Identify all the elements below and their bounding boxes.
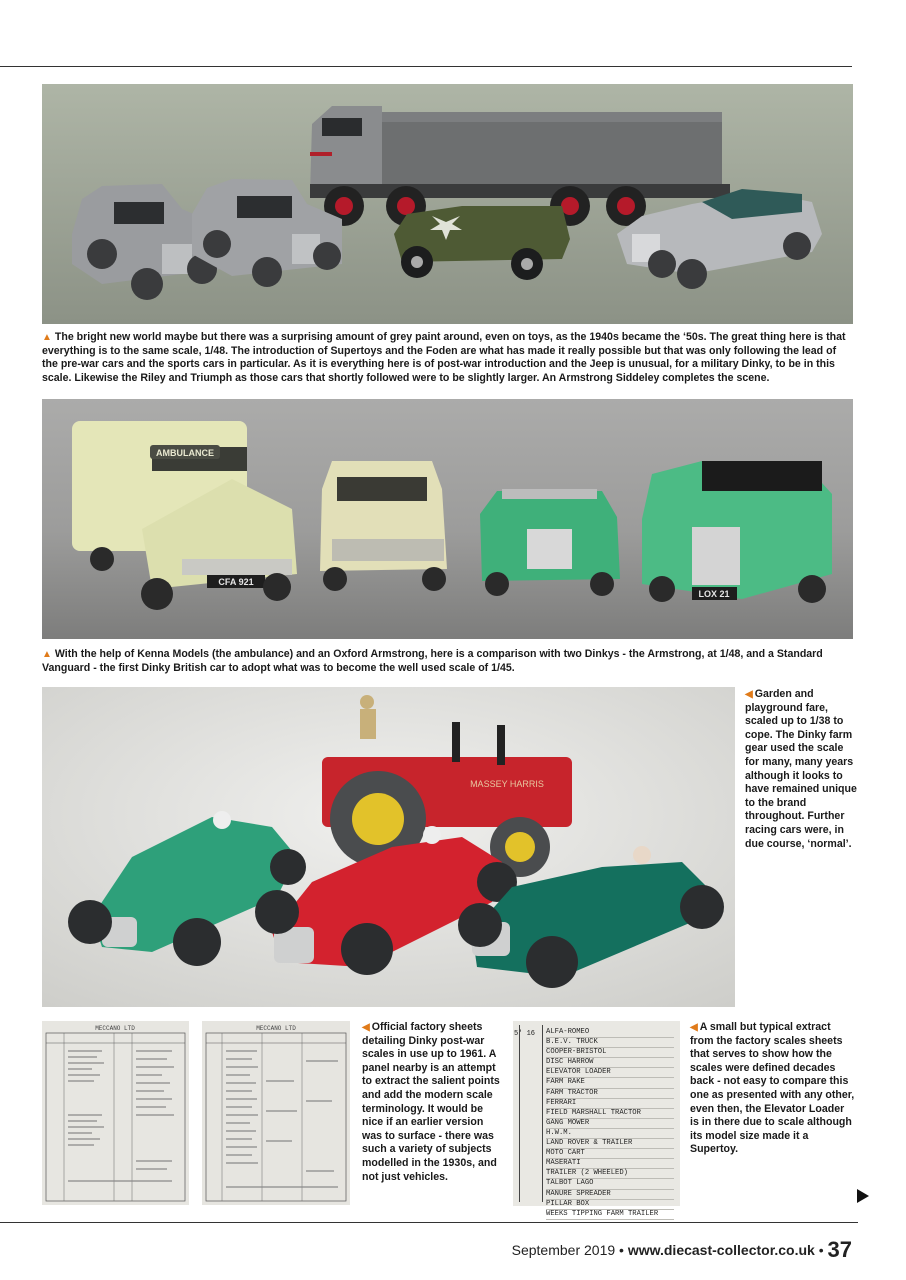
scale-list-item: FARM TRACTOR bbox=[546, 1089, 674, 1099]
next-page-arrow-icon bbox=[857, 1189, 869, 1203]
footer-bullet: • bbox=[619, 1242, 624, 1258]
green-cars-illustration bbox=[42, 399, 853, 639]
photo-factory-sheet-mid bbox=[202, 1021, 350, 1205]
scale-list-item: PILLAR BOX bbox=[546, 1200, 674, 1210]
scale-list-item: MOTO CART bbox=[546, 1149, 674, 1159]
caption-triangle-icon: ◀ bbox=[690, 1022, 698, 1033]
caption-scale-extract bbox=[690, 1021, 855, 1157]
scale-list-item: FIELD MARSHALL TRACTOR bbox=[546, 1109, 674, 1119]
scale-list-item: TALBOT LAGO bbox=[546, 1179, 674, 1189]
scale-list-item: LAND ROVER & TRAILER bbox=[546, 1139, 674, 1149]
ambulance-sign: AMBULANCE bbox=[156, 448, 214, 458]
caption-factory-sheets bbox=[362, 1021, 504, 1184]
caption-triangle-icon: ▲ bbox=[42, 332, 52, 343]
factory-sheet-left-illustration bbox=[42, 1021, 189, 1205]
footer-website: www.diecast-collector.co.uk bbox=[627, 1242, 815, 1258]
scale-list-item: ALFA-ROMEO bbox=[546, 1028, 674, 1038]
scale-list-item: COOPER-BRISTOL bbox=[546, 1048, 674, 1058]
scale-list-item: TRAILER (2 WHEELED) bbox=[546, 1169, 674, 1179]
footer-bullet: • bbox=[818, 1242, 824, 1258]
scale-list-item: B.E.V. TRUCK bbox=[546, 1038, 674, 1048]
scale-list-item: H.W.M. bbox=[546, 1129, 674, 1139]
caption-triangle-icon: ◀ bbox=[362, 1022, 370, 1033]
caption-green-cars bbox=[42, 648, 854, 675]
sheet-left-header: MECCANO LTD bbox=[95, 1025, 135, 1032]
scale-list-item: WEEKS TIPPING FARM TRAILER bbox=[546, 1210, 674, 1220]
factory-sheet-mid-illustration bbox=[202, 1021, 350, 1205]
scale-list-item: MASERATI bbox=[546, 1159, 674, 1169]
caption-triangle-icon: ▲ bbox=[42, 649, 52, 660]
caption-farm-racing-text: Garden and playground fare, scaled up to 1/38 to cope. The Dinky farm gear used the scale for many, many years although it looks to have remained unique to the brand throughout. Further racing cars were, in due course, ‘normal’. bbox=[745, 688, 857, 850]
scale-list-item: DISC HARROW bbox=[546, 1058, 674, 1068]
top-rule bbox=[0, 66, 852, 67]
caption-scale-extract-text: A small but typical extract from the factory scales sheets that serves to show how the scales were defined decades back - not easy to compare this one as presented with any other, even then, the Elevator Loader is in there due to scale although its model size made it a Supertoy. bbox=[690, 1021, 855, 1156]
armstrong-plate: LOX 21 bbox=[698, 589, 730, 599]
grey-toys-illustration bbox=[42, 84, 853, 324]
photo-scale-list bbox=[513, 1021, 680, 1218]
photo-factory-sheet-left bbox=[42, 1021, 189, 1205]
green-armstrong-dinky bbox=[480, 489, 620, 596]
photo-green-cars bbox=[42, 399, 853, 639]
farm-racing-illustration bbox=[42, 687, 735, 1007]
scale-divider bbox=[542, 1025, 543, 1202]
photo-grey-toys bbox=[42, 84, 853, 324]
page-footer bbox=[512, 1237, 852, 1263]
footer-month: September 2019 bbox=[511, 1242, 616, 1258]
scale-list-item: FARM RAKE bbox=[546, 1078, 674, 1088]
caption-grey-toys bbox=[42, 331, 854, 385]
scale-items bbox=[546, 1028, 674, 1220]
scale-list-item: FERRARI bbox=[546, 1099, 674, 1109]
caption-farm-racing bbox=[745, 688, 857, 851]
sheet-mid-header: MECCANO LTD bbox=[256, 1025, 296, 1032]
caption-triangle-icon: ◀ bbox=[745, 689, 753, 700]
scale-value: 5' 16 bbox=[514, 1030, 536, 1038]
ambulance-plate: CFA 921 bbox=[218, 577, 254, 587]
scale-list-item: MANURE SPREADER bbox=[546, 1190, 674, 1200]
caption-factory-sheets-text: Official factory sheets detailing Dinky post-war scales in use up to 1961. A panel nearby is an attempt to extract the salient points and add the modern scale terminology. It would be nice if an earlier version was to surface - there was such a variety of subjects modelled in the 1930s, and not just vehicles. bbox=[362, 1021, 500, 1183]
scale-list-sheet bbox=[514, 1025, 674, 1218]
scale-list-item: GANG MOWER bbox=[546, 1119, 674, 1129]
green-armstrong-oxford bbox=[642, 461, 832, 603]
bottom-rule bbox=[0, 1222, 858, 1223]
caption-green-cars-text: With the help of Kenna Models (the ambulance) and an Oxford Armstrong, here is a comparison with two Dinkys - the Armstrong, at 1/48, and a Standard Vanguard - the first Dinky British car to adopt what was to become the well used scale of 1/45. bbox=[42, 648, 823, 674]
photo-farm-racing bbox=[42, 687, 735, 1007]
page-number: 37 bbox=[827, 1237, 852, 1262]
caption-grey-toys-text: The bright new world maybe but there was a surprising amount of grey paint around, even on toys, as the 1940s became the ‘50s. The great thing here is that everything is to the same scale, 1/48. The introduction of Supertoys and the Foden are what has made it really possible but that was only following the lead of the pre-war cars and the sports cars in particular. As it is everything here is of post-war introduction and the Jeep is unusual, for a military Dinky, to be in this scale. Likewise the Riley and Triumph as those cars that shortly followed were to be slightly larger. An Armstrong Siddeley completes the scene. bbox=[42, 331, 846, 384]
tractor-brand: MASSEY HARRIS bbox=[470, 779, 544, 789]
scale-list-item: ELEVATOR LOADER bbox=[546, 1068, 674, 1078]
